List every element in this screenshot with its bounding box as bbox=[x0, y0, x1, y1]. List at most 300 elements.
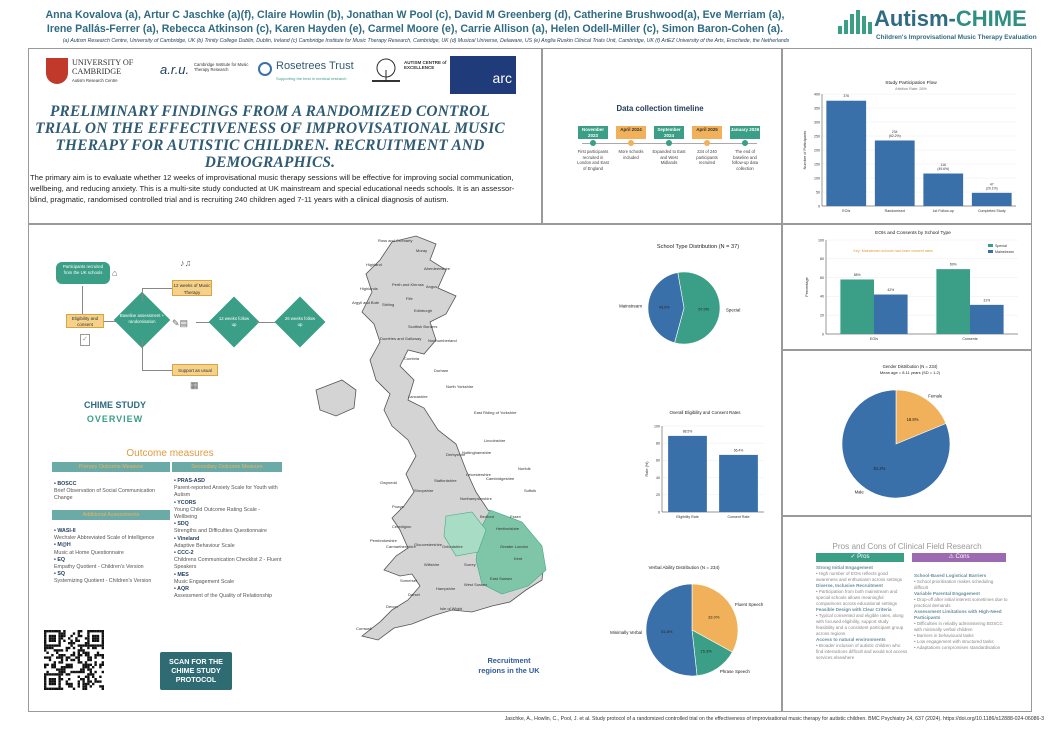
add-name: • EQ bbox=[54, 556, 65, 563]
qr-module bbox=[73, 654, 75, 656]
pie-label: Special bbox=[725, 307, 741, 313]
qr-module bbox=[99, 630, 101, 632]
qr-module bbox=[51, 640, 53, 642]
scan-protocol-button[interactable]: SCAN FOR THE CHIME STUDY PROTOCOL bbox=[160, 652, 232, 690]
y-tick-label: 0 bbox=[818, 204, 820, 209]
map-region-label: Lancashire bbox=[408, 394, 428, 399]
qr-module bbox=[92, 640, 94, 642]
qr-module bbox=[102, 685, 104, 687]
qr-module bbox=[87, 683, 89, 685]
qr-module bbox=[49, 644, 51, 646]
qr-module bbox=[102, 632, 104, 634]
map-region-label: Dumfries and Galloway bbox=[380, 336, 422, 341]
map-region-label: Hertfordshire bbox=[496, 526, 520, 531]
qr-module bbox=[92, 676, 94, 678]
qr-module bbox=[87, 668, 89, 670]
qr-module bbox=[61, 635, 63, 637]
bar-data-label: 234 bbox=[891, 129, 898, 134]
citation-footer: Jaschke, A., Howlin, C., Pool, J. et al. Study protocol of a randomized controlled trial on the effectiveness of improvisational music therapy for autistic children. BMC Psychiatry 24, 637 (2024). https://doi.org/10.1186/s12888-024-06086-3 bbox=[504, 716, 1044, 722]
qr-module bbox=[85, 666, 87, 668]
qr-module bbox=[102, 637, 104, 639]
map-region-label: Isle of Wight bbox=[440, 606, 463, 611]
qr-module bbox=[82, 683, 84, 685]
pro-heading: Feasible Design with Clear Criteria bbox=[816, 607, 892, 612]
eois-chart bbox=[800, 228, 1026, 346]
map-region-label: Lincolnshire bbox=[484, 438, 506, 443]
qr-module bbox=[87, 673, 89, 675]
pie-label: Female bbox=[928, 393, 943, 399]
map-region-label: Argyll and Bute bbox=[352, 300, 380, 305]
qr-module bbox=[82, 644, 84, 646]
timeline-text: The end of baseline and follow-up data collection bbox=[731, 149, 759, 171]
qr-module bbox=[97, 644, 99, 646]
qr-module bbox=[61, 659, 63, 661]
map-region-label: Cambridgeshire bbox=[486, 476, 515, 481]
qr-module bbox=[58, 637, 60, 639]
qr-module bbox=[56, 688, 58, 690]
map-region-label: Surrey bbox=[464, 562, 476, 567]
participation-chart bbox=[800, 78, 1022, 218]
qr-module bbox=[102, 664, 104, 666]
qr-module bbox=[87, 635, 89, 637]
qr-module bbox=[97, 635, 99, 637]
qr-module bbox=[58, 678, 60, 680]
qr-module bbox=[73, 659, 75, 661]
qr-module bbox=[78, 644, 80, 646]
map-region-label: Ceredigion bbox=[392, 524, 412, 529]
qr-module bbox=[102, 688, 104, 690]
qr-module bbox=[46, 671, 48, 673]
chart-note: Key: Mainstream schools had lower consent rates bbox=[853, 249, 933, 253]
qr-module bbox=[44, 685, 46, 687]
bar-data-label: 42% bbox=[887, 288, 895, 293]
qr-module bbox=[73, 671, 75, 673]
timeline-dot bbox=[590, 140, 596, 146]
qr-module bbox=[73, 642, 75, 644]
map-region-label: Leicestershire bbox=[466, 472, 491, 477]
qr-module bbox=[92, 630, 94, 632]
sec-name: • MES bbox=[174, 571, 189, 578]
chart-title: School Type Distribution (N = 37) bbox=[656, 244, 740, 250]
qr-module bbox=[87, 666, 89, 668]
pro-heading: Diverse, Inclusive Recruitment bbox=[816, 583, 883, 588]
qr-module bbox=[87, 632, 89, 634]
sec-desc: Adaptive Behaviour Scale bbox=[174, 542, 235, 549]
affiliations: (a) Autism Research Centre, University of Cambridge, UK (b) Trinity College Dublin, Dublin, Ireland (c) Cambridge Institute for Music Therapy Research, Cambridge, UK (d) Musical Universe, Delaware, US (e) Anglia Ruskin Clinical Trials Unit, Cambridge, UK (f) ArtEZ University of the Arts, Enschede, the Netherlands bbox=[62, 38, 790, 44]
qr-module bbox=[94, 664, 96, 666]
qr-module bbox=[56, 673, 58, 675]
qr-module bbox=[99, 666, 101, 668]
qr-module bbox=[66, 673, 68, 675]
qr-module bbox=[68, 683, 70, 685]
y-tick-label: 100 bbox=[814, 176, 820, 181]
map-region-label: Gwynedd bbox=[380, 480, 397, 485]
qr-module bbox=[63, 632, 65, 634]
qr-module bbox=[44, 644, 46, 646]
add-desc: Systemizing Quotient - Children's Version bbox=[54, 578, 152, 585]
add-name: • WASI-II bbox=[54, 528, 76, 534]
qr-module bbox=[44, 664, 46, 666]
flow-participants-label: Participants recruited from the UK schools bbox=[62, 264, 104, 275]
qr-module bbox=[102, 635, 104, 637]
bar-data-label: 116 bbox=[940, 163, 946, 168]
qr-module bbox=[51, 666, 53, 668]
timeline-date: September 2024 bbox=[654, 126, 684, 139]
timeline-dot bbox=[742, 140, 748, 146]
qr-module bbox=[102, 640, 104, 642]
pro-text: • Broader inclusion of autistic children who find interactions difficult and would not access services elsewhere bbox=[816, 643, 908, 660]
qr-module bbox=[54, 637, 56, 639]
qr-module bbox=[87, 676, 89, 678]
flow-music-therapy: 12 weeks of Music Therapy bbox=[172, 280, 212, 296]
qr-module bbox=[49, 659, 51, 661]
qr-module bbox=[87, 642, 89, 644]
qr-module bbox=[54, 644, 56, 646]
qr-module bbox=[90, 673, 92, 675]
timeline-date: April 2025 bbox=[692, 126, 722, 139]
qr-module bbox=[49, 680, 51, 682]
y-axis-label: Number of Participants bbox=[803, 130, 807, 170]
y-tick-label: 350 bbox=[814, 106, 820, 111]
qr-module bbox=[82, 671, 84, 673]
authors-line-1: Anna Kovalova (a), Artur C Jaschke (a)(f), Claire Howlin (b), Jonathan W Pool (c), David M Greenberg (d), Catherine Brushwood(a), Eve Merriam (a), bbox=[45, 9, 785, 21]
pros-list bbox=[816, 565, 908, 661]
qr-module bbox=[68, 673, 70, 675]
qr-module bbox=[70, 642, 72, 644]
qr-module bbox=[46, 647, 48, 649]
chart-title: Gender Distribution (N = 234) bbox=[882, 364, 938, 369]
qr-module bbox=[78, 630, 80, 632]
qr-module bbox=[80, 649, 82, 651]
bar bbox=[875, 140, 915, 206]
qr-module bbox=[78, 671, 80, 673]
classroom-icon: ▦ bbox=[190, 380, 199, 390]
additional-header: Additional Assessments bbox=[52, 510, 170, 520]
qr-module bbox=[46, 673, 48, 675]
map-region-label: Devon bbox=[386, 604, 398, 609]
bar-data-label: 88.5% bbox=[682, 429, 693, 434]
qr-module bbox=[54, 664, 56, 666]
qr-module bbox=[58, 642, 60, 644]
primary-name: • BOSCC bbox=[54, 481, 77, 487]
qr-module bbox=[51, 673, 53, 675]
qr-module bbox=[90, 664, 92, 666]
qr-module bbox=[75, 637, 77, 639]
qr-module bbox=[58, 644, 60, 646]
add-desc: Empathy Quotient - Children's Version bbox=[54, 564, 144, 571]
qr-module bbox=[58, 680, 60, 682]
qr-module bbox=[102, 671, 104, 673]
pie-label: Phrase Speech bbox=[719, 669, 750, 675]
qr-module bbox=[44, 688, 46, 690]
y-tick-label: 300 bbox=[814, 120, 820, 125]
qr-module bbox=[44, 637, 46, 639]
chart-title: Overall Eligibility and Consent Rates bbox=[669, 410, 741, 415]
qr-module bbox=[73, 632, 75, 634]
qr-module bbox=[75, 656, 77, 658]
qr-module bbox=[85, 637, 87, 639]
qr-module bbox=[44, 656, 46, 658]
map-region-label: Wiltshire bbox=[424, 562, 440, 567]
map-region-label: North Yorkshire bbox=[446, 384, 474, 389]
qr-module bbox=[102, 654, 104, 656]
qr-module bbox=[56, 656, 58, 658]
flow-baseline-label: Baseline assessment + randomisation bbox=[119, 313, 165, 324]
qr-module bbox=[80, 635, 82, 637]
y-tick-label: 20 bbox=[656, 493, 660, 498]
qr-module bbox=[66, 659, 68, 661]
map-region-label: Suffolk bbox=[524, 488, 537, 493]
y-axis-label: Rate (%) bbox=[645, 461, 649, 477]
chime-bars-icon bbox=[838, 10, 872, 34]
qr-module bbox=[61, 671, 63, 673]
qr-module bbox=[87, 637, 89, 639]
qr-module bbox=[78, 659, 80, 661]
cons-list bbox=[914, 567, 1008, 651]
qr-module bbox=[82, 685, 84, 687]
qr-code-icon[interactable] bbox=[44, 630, 104, 690]
map-region-label: Highlands bbox=[360, 286, 378, 291]
qr-module bbox=[87, 678, 89, 680]
y-tick-label: 60 bbox=[820, 275, 824, 280]
logo-rosetrees: Rosetrees Trust bbox=[276, 60, 354, 72]
sec-name: • Vineland bbox=[174, 535, 200, 542]
qr-module bbox=[70, 664, 72, 666]
qr-module bbox=[54, 673, 56, 675]
tree-icon bbox=[372, 58, 400, 82]
pro-heading: Access to natural environments bbox=[816, 637, 886, 642]
qr-module bbox=[82, 688, 84, 690]
qr-module bbox=[92, 637, 94, 639]
qr-module bbox=[46, 664, 48, 666]
qr-module bbox=[46, 630, 48, 632]
sec-desc: Childrens Communication Checklist 2 - Fluent Speakers bbox=[174, 557, 282, 571]
qr-module bbox=[51, 654, 53, 656]
pie-pct-label: 51.8% bbox=[661, 628, 673, 634]
map-region-label: Scottish Borders bbox=[408, 324, 438, 329]
map-region-label: Cumbria bbox=[404, 356, 420, 361]
add-desc: Music at Home Questionnaire bbox=[54, 549, 124, 556]
pie-label: Minimally Verbal bbox=[610, 630, 643, 636]
qr-module bbox=[66, 683, 68, 685]
qr-module bbox=[44, 635, 46, 637]
qr-module bbox=[68, 647, 70, 649]
qr-module bbox=[54, 661, 56, 663]
qr-module bbox=[102, 630, 104, 632]
qr-module bbox=[85, 652, 87, 654]
timeline-text: Expanded to East and West Midlands bbox=[652, 149, 686, 165]
qr-module bbox=[87, 664, 89, 666]
qr-module bbox=[82, 678, 84, 680]
map-region-label: East Riding of Yorkshire bbox=[474, 410, 517, 415]
logo-cambridge: UNIVERSITY OF CAMBRIDGE bbox=[72, 58, 134, 76]
qr-module bbox=[49, 656, 51, 658]
bar-data-label: 66.4% bbox=[733, 448, 744, 453]
uk-map bbox=[296, 230, 596, 660]
qr-module bbox=[58, 630, 60, 632]
qr-module bbox=[80, 671, 82, 673]
map-region-label: Gloucestershire bbox=[414, 542, 443, 547]
x-tick-label: Consents bbox=[962, 337, 978, 341]
qr-module bbox=[49, 683, 51, 685]
qr-module bbox=[49, 635, 51, 637]
qr-module bbox=[58, 676, 60, 678]
qr-module bbox=[44, 678, 46, 680]
qr-module bbox=[58, 635, 60, 637]
map-region-label: Stirling bbox=[382, 302, 395, 307]
qr-module bbox=[66, 647, 68, 649]
proscons-title: Pros and Cons of Clinical Field Research bbox=[832, 542, 982, 551]
qr-module bbox=[63, 671, 65, 673]
author-list bbox=[20, 8, 810, 36]
qr-module bbox=[87, 652, 89, 654]
flow-eligibility: Eligibility and consent bbox=[66, 314, 104, 328]
flow-fu26-label: 26 weeks follow up bbox=[284, 316, 316, 327]
qr-module bbox=[94, 680, 96, 682]
qr-module bbox=[97, 637, 99, 639]
qr-module bbox=[94, 661, 96, 663]
legend-label: Mainstream bbox=[995, 250, 1014, 254]
qr-module bbox=[97, 640, 99, 642]
qr-module bbox=[68, 656, 70, 658]
qr-module bbox=[80, 644, 82, 646]
y-tick-label: 80 bbox=[820, 257, 824, 262]
qr-module bbox=[44, 640, 46, 642]
primary-header: Primary Outcome Measure bbox=[52, 462, 170, 472]
qr-module bbox=[49, 637, 51, 639]
con-text: • School prioritisation makes scheduling difficult bbox=[914, 579, 994, 590]
pie-pct-label: 57.0% bbox=[698, 307, 710, 312]
pie-label: Fluent Speech bbox=[735, 602, 764, 608]
chart-subtitle: Attrition Rate: 28% bbox=[895, 87, 927, 91]
qr-module bbox=[87, 654, 89, 656]
assessment-icon: ✎▤ bbox=[172, 318, 189, 328]
qr-module bbox=[51, 635, 53, 637]
qr-module bbox=[49, 678, 51, 680]
map-region-label: Bedford bbox=[480, 514, 495, 519]
qr-module bbox=[61, 654, 63, 656]
sec-name: • YCORS bbox=[174, 499, 197, 506]
map-region-label: Essex bbox=[510, 514, 521, 519]
qr-module bbox=[97, 630, 99, 632]
qr-module bbox=[61, 637, 63, 639]
qr-module bbox=[92, 644, 94, 646]
qr-module bbox=[97, 654, 99, 656]
flow-support-usual: Support as usual bbox=[172, 364, 218, 376]
qr-module bbox=[78, 635, 80, 637]
qr-module bbox=[56, 668, 58, 670]
qr-module bbox=[94, 656, 96, 658]
bar bbox=[840, 279, 874, 334]
qr-module bbox=[68, 642, 70, 644]
legend-swatch bbox=[988, 250, 993, 253]
qr-module bbox=[94, 644, 96, 646]
qr-module bbox=[99, 644, 101, 646]
y-tick-label: 250 bbox=[814, 134, 820, 139]
qr-module bbox=[70, 644, 72, 646]
y-tick-label: 400 bbox=[814, 92, 820, 97]
qr-module bbox=[44, 649, 46, 651]
y-tick-label: 40 bbox=[656, 475, 660, 480]
qr-module bbox=[90, 630, 92, 632]
poster-title: PRELIMINARY FINDINGS FROM A RANDOMIZED CONTROL TRIAL ON THE EFFECTIVENESS OF IMPROVISATIONAL MUSIC THERAPY FOR AUTISTIC CHILDREN. RECRUITMENT AND DEMOGRAPHICS. bbox=[35, 103, 505, 171]
chart-title: Study Participation Flow bbox=[885, 81, 937, 86]
qr-module bbox=[61, 649, 63, 651]
qr-module bbox=[102, 644, 104, 646]
bar bbox=[668, 436, 707, 512]
qr-module bbox=[82, 666, 84, 668]
timeline-date: November 2023 bbox=[578, 126, 608, 139]
x-tick-label: 1st Follow-up bbox=[932, 209, 954, 213]
qr-module bbox=[46, 652, 48, 654]
music-notes-icon: ♪♫ bbox=[180, 258, 192, 268]
qr-module bbox=[70, 635, 72, 637]
qr-module bbox=[54, 680, 56, 682]
pie-pct-label: 81.2% bbox=[873, 466, 886, 472]
qr-module bbox=[54, 649, 56, 651]
x-tick-label: EOIs bbox=[842, 209, 851, 213]
map-region-label: Norfolk bbox=[518, 466, 531, 471]
qr-module bbox=[78, 652, 80, 654]
qr-module bbox=[63, 640, 65, 642]
y-tick-label: 40 bbox=[820, 294, 824, 299]
pro-text: • Typical consented and eligible rates, along with focused eligibility, support study feasibility and a consistent participant group across regions bbox=[816, 613, 904, 636]
qr-module bbox=[99, 680, 101, 682]
qr-module bbox=[51, 688, 53, 690]
x-tick-label: EOIs bbox=[870, 337, 878, 341]
qr-module bbox=[85, 688, 87, 690]
qr-module bbox=[61, 678, 63, 680]
qr-module bbox=[54, 630, 56, 632]
qr-module bbox=[85, 676, 87, 678]
qr-module bbox=[70, 666, 72, 668]
flow-fu12-label: 12 weeks follow up bbox=[218, 316, 250, 327]
add-name: • M@H bbox=[54, 542, 71, 549]
con-heading: Variable Parental Engagement bbox=[914, 591, 980, 596]
qr-module bbox=[78, 676, 80, 678]
qr-module bbox=[78, 680, 80, 682]
qr-module bbox=[80, 661, 82, 663]
y-tick-label: 60 bbox=[656, 458, 660, 463]
map-region-label: West Sussex bbox=[464, 582, 488, 587]
qr-module bbox=[90, 680, 92, 682]
flow-arrow bbox=[142, 288, 172, 289]
autism-chime-logo bbox=[838, 6, 1038, 46]
map-region-label: Greater London bbox=[500, 544, 529, 549]
qr-module bbox=[80, 630, 82, 632]
qr-module bbox=[58, 671, 60, 673]
rosetrees-icon bbox=[258, 62, 272, 76]
sec-name: • CCC-2 bbox=[174, 550, 194, 557]
qr-module bbox=[75, 671, 77, 673]
qr-module bbox=[99, 685, 101, 687]
qr-module bbox=[68, 664, 70, 666]
qr-module bbox=[78, 654, 80, 656]
qr-module bbox=[94, 671, 96, 673]
qr-module bbox=[58, 640, 60, 642]
qr-module bbox=[80, 668, 82, 670]
qr-module bbox=[58, 688, 60, 690]
qr-module bbox=[56, 649, 58, 651]
qr-module bbox=[87, 640, 89, 642]
qr-module bbox=[90, 671, 92, 673]
qr-module bbox=[82, 668, 84, 670]
map-region-label: Derbyshire bbox=[446, 452, 466, 457]
qr-module bbox=[61, 666, 63, 668]
qr-module bbox=[63, 630, 65, 632]
x-tick-label: Eligibility Rate bbox=[676, 515, 699, 519]
map-region-label: Pembrokeshire bbox=[370, 538, 397, 543]
